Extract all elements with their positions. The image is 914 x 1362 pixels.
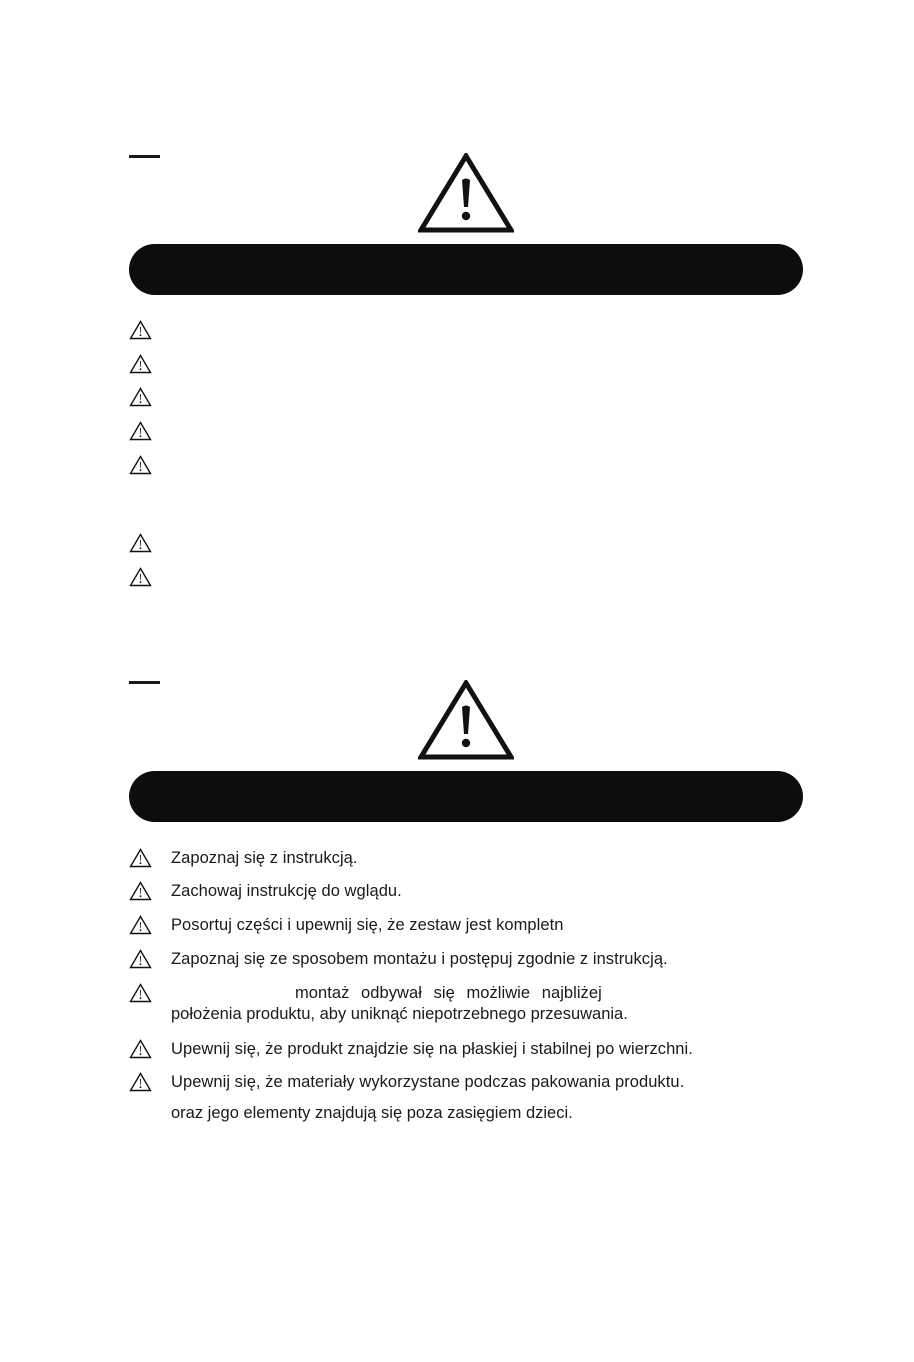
warning-triangle-icon xyxy=(129,915,152,935)
list-item-text: Upewnij się, że produkt znajdzie się na płaskiej i stabilnej po wierzchni. xyxy=(171,1040,693,1058)
list-item-continuation: położenia produktu, aby uniknąć niepotrzebnego przesuwania. xyxy=(171,1005,628,1023)
warning-triangle-icon xyxy=(129,949,152,969)
warning-triangle-icon xyxy=(129,881,152,901)
warning-triangle-icon xyxy=(129,354,152,374)
warning-triangle-icon xyxy=(418,153,514,233)
section-title-banner xyxy=(129,771,803,822)
warning-triangle-icon xyxy=(129,387,152,407)
list-item-text: Zapoznaj się z instrukcją. xyxy=(171,849,358,867)
list-item-text: Posortuj części i upewnij się, że zestaw jest kompletn xyxy=(171,916,564,934)
warning-triangle-icon xyxy=(129,848,152,868)
list-item-text: montaż odbywał się możliwie najbliżej xyxy=(295,984,602,1002)
list-item-continuation: oraz jego elementy znajdują się poza zasięgiem dzieci. xyxy=(171,1104,573,1122)
warning-triangle-icon xyxy=(129,455,152,475)
warning-triangle-icon xyxy=(129,983,152,1003)
warning-triangle-icon xyxy=(418,680,514,760)
warning-triangle-icon xyxy=(129,320,152,340)
warning-triangle-icon xyxy=(129,1039,152,1059)
list-item-text: Zapoznaj się ze sposobem montażu i postępuj zgodnie z instrukcją. xyxy=(171,950,668,968)
warning-triangle-icon xyxy=(129,421,152,441)
warning-section-bottom xyxy=(0,640,914,1362)
section-marker-dash xyxy=(129,681,160,684)
section-marker-dash xyxy=(129,155,160,158)
warning-triangle-icon xyxy=(129,533,152,553)
section-title-banner xyxy=(129,244,803,295)
list-item-text: Zachowaj instrukcję do wglądu. xyxy=(171,882,402,900)
warning-section-top xyxy=(0,0,914,640)
warning-triangle-icon xyxy=(129,1072,152,1092)
warning-triangle-icon xyxy=(129,567,152,587)
list-item-text: Upewnij się, że materiały wykorzystane podczas pakowania produktu. xyxy=(171,1073,685,1091)
